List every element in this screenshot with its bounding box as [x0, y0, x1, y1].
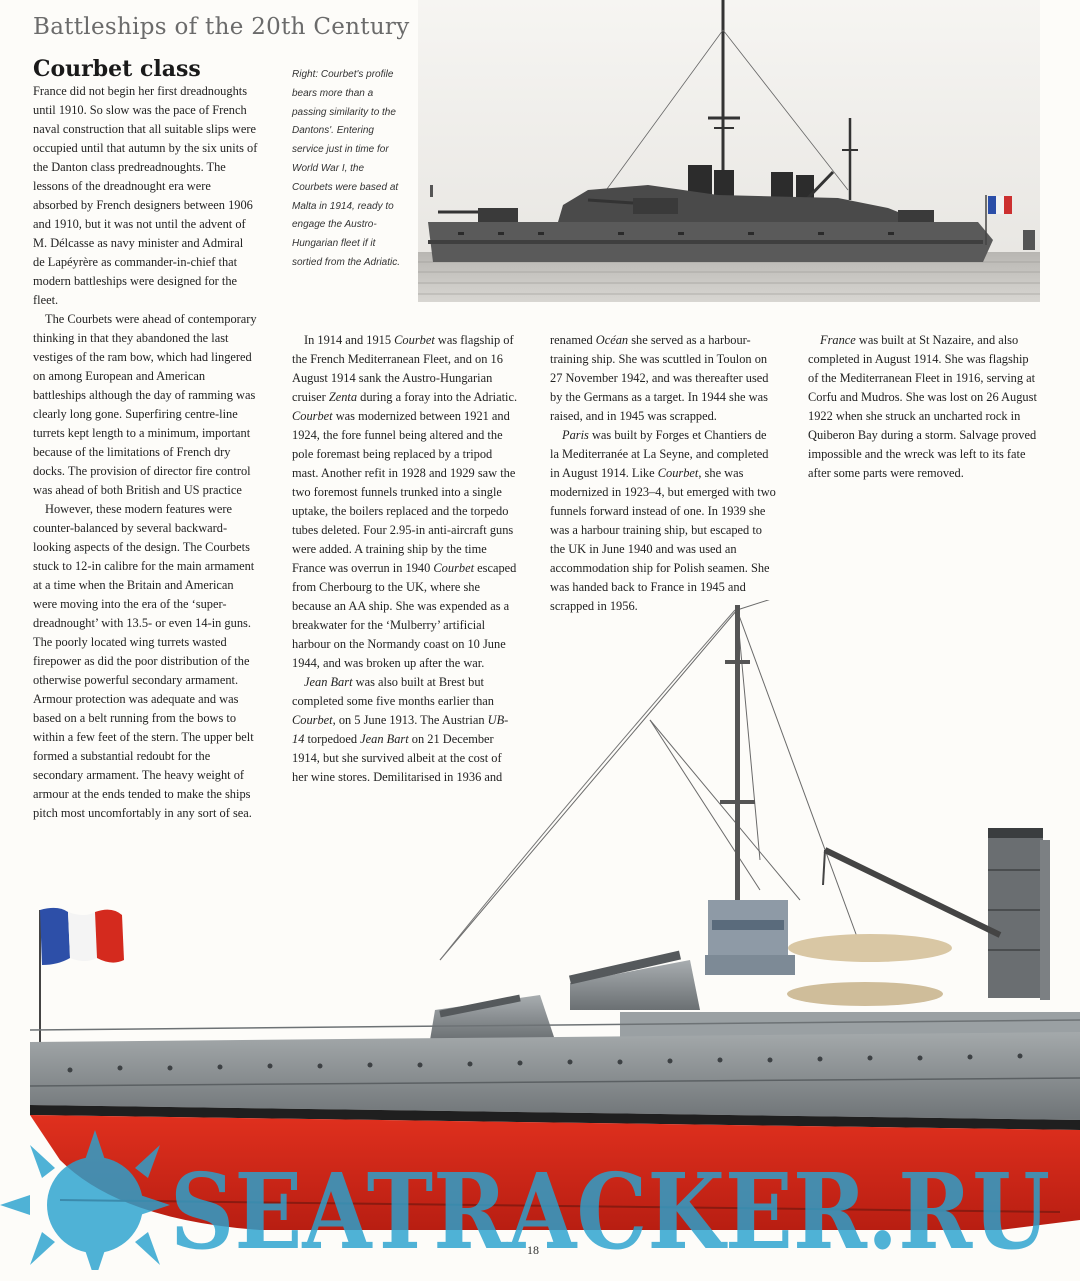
watermark-text: SEATRACKER.RU	[170, 1150, 1050, 1270]
col3-paragraph-1: renamed Océan she served as a harbour-training ship. She was scuttled in Toulon on 27 November 1942, and was thereafter used by the Germans as a target. In 1944 she was raised, and in 1945 was scrapped.	[550, 333, 769, 423]
column-4	[808, 331, 1038, 483]
col1-paragraph-2: The Courbets were ahead of contemporary thinking in that they abandoned the last vestiges of the ram bow, which had lingered on among European and American battleships although the day of ramming was clearly long gone. Superfiring centre-line turrets kept length to a minimum, important because of the limitations of French dry docks. The provision of director fire control was ahead of both British and US practice	[33, 312, 257, 497]
column-3	[550, 331, 778, 616]
article-title: Courbet class	[33, 56, 201, 82]
site-watermark	[0, 1130, 1080, 1270]
col2-paragraph-1: In 1914 and 1915 Courbet was flagship of the French Mediterranean Fleet, and on 16 August 1914 sank the Austro-Hungarian cruiser Zenta during a foray into the Adriatic. Courbet was modernized between 1921 and 1924, the fore funnel being altered and the pole foremast being replaced by a tripod mast. Another refit in 1928 and 1929 saw the two foremost funnels trunked into a single uptake, the boilers replaced and the torpedo tubes deleted. Four 2.95-in anti-aircraft guns were added. A training ship by the time France was overrun in 1940 Courbet escaped from Cherbourg to the UK, where she because an AA ship. She was expended as a breakwater for the ‘Mulberry’ artificial harbour on the Normandy coast on 10 June 1944, and was broken up after the war.	[292, 333, 518, 670]
battleship-photo	[418, 0, 1040, 302]
col1-paragraph-3: However, these modern features were counter-balanced by several backward-looking aspects of the design. The Courbets stuck to 12-in calibre for the main armament at a time when the Britain and American were moving into the era of the ‘super-dreadnought’ with 13.5- or even 14-in guns. The poorly located wing turrets wasted firepower as did the poor distribution of the otherwise powerful secondary armament. Armour protection was adequate and was based on a belt running from the bows to within a few feet of the stern. The upper belt formed a substantial redoubt for the secondary armament. The heavy weight of armour at the ends tended to make the ships pitch most uncomfortably in any sort of sea.	[33, 502, 255, 820]
photo-caption: Right: Courbet's profile bears more than a passing similarity to the Dantons'. Entering service just in time for World War I, the Courbets were based at Malta in 1914, ready to engage the Austro-Hungarian fleet if it sortied from the Adriatic.	[292, 69, 401, 268]
col3-paragraph-2: Paris was built by Forges et Chantiers de la Mediterranée at La Seyne, and completed in August 1914. Like Courbet, she was modernized in 1923–4, but emerged with two funnels forward instead of one. In 1939 she was a harbour training ship, but escaped to the UK in June 1940 and was used an accommodation ship for Polish seamen. She was handed back to France in 1945 and scrapped in 1956.	[550, 428, 776, 613]
page-number: 18	[527, 1243, 539, 1257]
col4-paragraph-1: France was built at St Nazaire, and also completed in August 1914. She was flagship of the Mediterranean Fleet in 1916, serving at Corfu and Mudros. She was lost on 26 August 1922 when she struck an uncharted rock in Quiberon Bay during a storm. Salvage proved impossible and the wreck was left to its fate after some parts were removed.	[808, 333, 1037, 480]
col2-paragraph-2: Jean Bart was also built at Brest but completed some five months earlier than Courbet, on 5 June 1913. The Austrian UB-14 torpedoed Jean Bart on 21 December 1914, but she survived albeit at the cost of her wine stores. Demilitarised in 1936 and	[292, 675, 509, 784]
running-head: Battleships of the 20th Century	[33, 14, 410, 40]
col1-paragraph-1: France did not begin her first dreadnoughts until 1910. So slow was the pace of French naval construction that all suitable slips were occupied until that autumn by the six units of the Danton class predreadnoughts. The lessons of the dreadnought era were absorbed by French designers between 1906 and 1910, but it was not until the advent of M. Délcasse as navy minister and Admiral de Lapéyrère as commander-in-chief that modern battleships were designed for the fleet.	[33, 84, 258, 307]
